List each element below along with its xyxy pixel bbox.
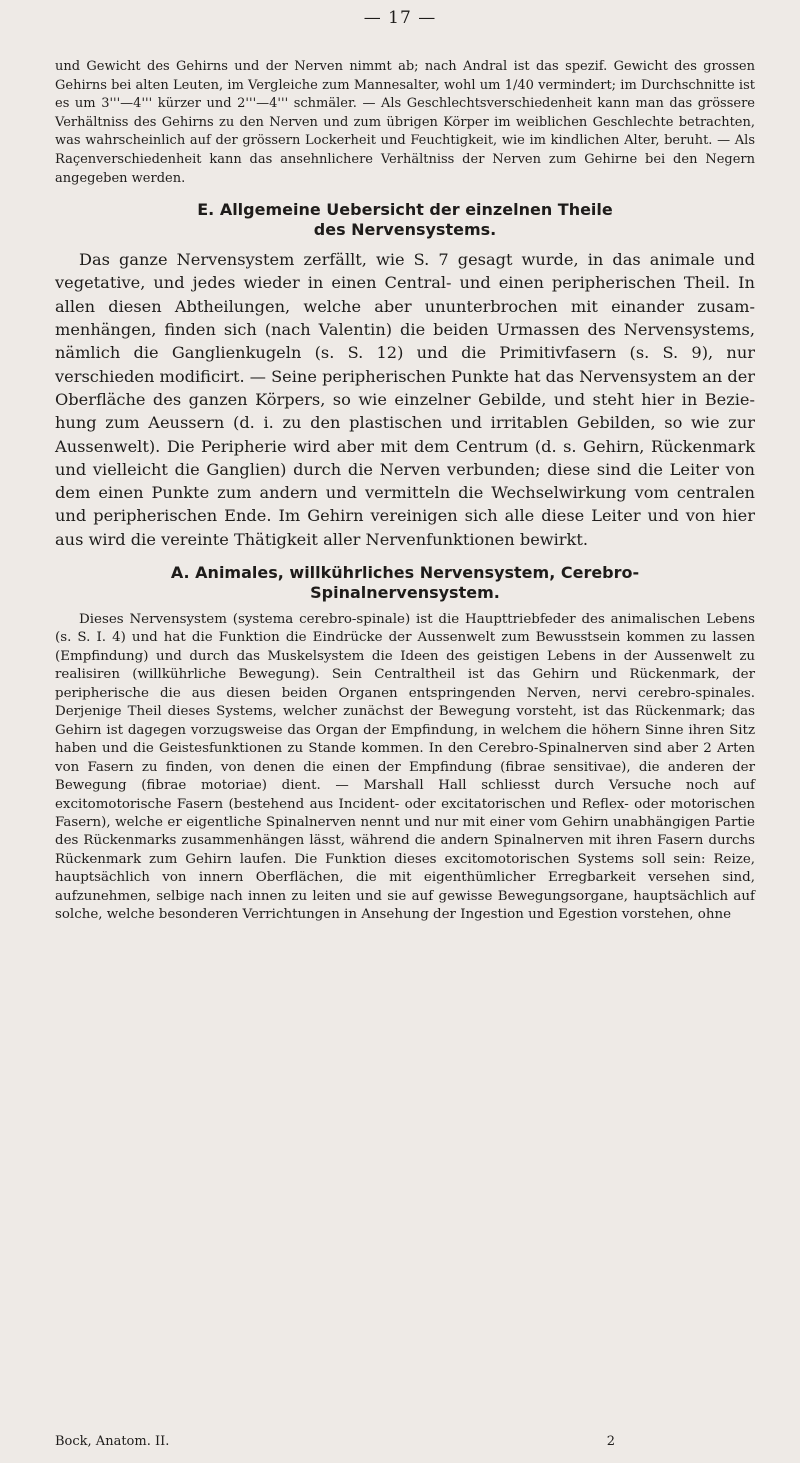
page-footer xyxy=(55,1434,755,1449)
page-content xyxy=(55,58,755,925)
intro-paragraph: und Gewicht des Gehirns und der Nerven nimmt ab; nach Andral ist das spezif. Gewicht des grossen Gehirns bei alten Leuten, im Vergleiche zum Mannesalter, wohl um 1/40 vermindert; im Durchschnitte ist es um 3'''—4''' kürzer und 2'''—4''' schmäler. — Als Geschlechtsverschiedenheit kann man das grössere Verhältniss des Gehirns zu den Nerven und zum übrigen Körper im weiblichen Geschlechte betrachten, was wahrscheinlich auf der grössern Lockerheit und Feuchtigkeit, wie im kindlichen Alter, beruht. — Als Raçenverschiedenheit kann das ansehnlichere Verhältniss der Nerven zum Gehirne bei den Negern angegeben werden. xyxy=(55,59,755,186)
section-a-paragraph: Dieses Nervensystem (systema cerebro-spinale) ist die Haupttriebfeder des animalischen Lebens (s. S. I. 4) und hat die Funktion die Eindrücke der Aussenwelt zum Bewusstsein kommen zu lassen (Empfindung) und durch das Muskelsystem die Ideen des geistigen Lebens in der Aussenwelt zu realisiren (willkührliche Bewegung). Sein Centraltheil ist das Gehirn und Rückenmark, der peripherische die aus diesen beiden Organen entspringenden Nerven, nervi cerebro-spinales. Derjenige Theil dieses Systems, welcher zunächst der Bewegung vorsteht, ist das Rückenmark; das Gehirn ist dagegen vorzugsweise das Organ der Empfindung, in welchem die höhern Sinne ihren Sitz haben und die Geistesfunktionen zu Stande kommen. In den Cerebro-Spinalnerven sind aber 2 Arten von Fasern zu finden, von denen die einen der Empfindung (fibrae sensitivae), die anderen der Bewegung (fibrae motoriae) dient. — Marshall Hall schliesst durch Versuche noch auf excitomotorische Fasern (bestehend aus Incident- oder excitatorischen und Reflex- oder motorischen Fasern), welche er eigentliche Spinalnerven nennt und nur mit einer vom Gehirn unabhängigen Partie des Rückenmarks zusammenhängen lässt, während die andern Spinalnerven mit ihren Fasern durchs Rückenmark zum Gehirn laufen. Die Funktion dieses excitomotorischen Systems soll sein: Reize, hauptsächlich von innern Oberflächen, die mit eigenthümlicher Erregbarkeit versehen sind, aufzunehmen, selbige nach innen zu leiten und sie auf gewisse Bewegungsorgane, hauptsächlich auf solche, welche besonderen Verrichtungen in Ansehung der Ingestion und Egestion vorstehen, ohne xyxy=(55,612,755,923)
section-e-heading-line1: E. Allgemeine Uebersicht der einzelnen Theile xyxy=(197,200,613,220)
section-e-paragraph: Das ganze Nervensystem zerfällt, wie S. 7 gesagt wurde, in das animale und vegetative, und jedes wieder in einen Central- und einen peripherischen Theil. In allen diesen Abtheilungen, welche aber ununterbrochen mit einander zusammenhängen, finden sich (nach Valentin) die beiden Urmassen des Nervensystems, nämlich die Ganglienkugeln (s. S. 12) und die Primitivfasern (s. S. 9), nur verschieden modificirt. — Seine peripherischen Punkte hat das Nervensystem an der Oberfläche des ganzen Körpers, so wie einzelner Gebilde, und steht hier in Beziehung zum Aeussern (d. i. zu den plastischen und irritablen Gebilden, so wie zur Aussenwelt). Die Peripherie wird aber mit dem Centrum (d. s. Gehirn, Rückenmark und vielleicht die Ganglien) durch die Nerven verbunden; diese sind die Leiter von dem einen Punkte zum andern und vermitteln die Wechselwirkung vom centralen und peripherischen Ende. Im Gehirn vereinigen sich alle diese Leiter und von hier aus wird die vereinte Thätigkeit aller Nervenfunktionen bewirkt. xyxy=(55,250,756,549)
section-a-heading xyxy=(55,563,755,603)
section-a-heading-line1: A. Animales, willkührliches Nervensystem, Cerebro- xyxy=(170,563,640,583)
section-a-heading-line2: Spinalnervensystem. xyxy=(310,583,500,603)
page-number: — 17 — xyxy=(363,8,437,28)
footer-signature-number: 2 xyxy=(606,1434,615,1449)
section-e-heading xyxy=(55,200,755,240)
section-e-heading-line2: des Nervensystems. xyxy=(313,220,497,240)
footer-signature-left: Bock, Anatom. II. xyxy=(55,1434,170,1449)
intro-paragraph-block xyxy=(55,58,755,188)
